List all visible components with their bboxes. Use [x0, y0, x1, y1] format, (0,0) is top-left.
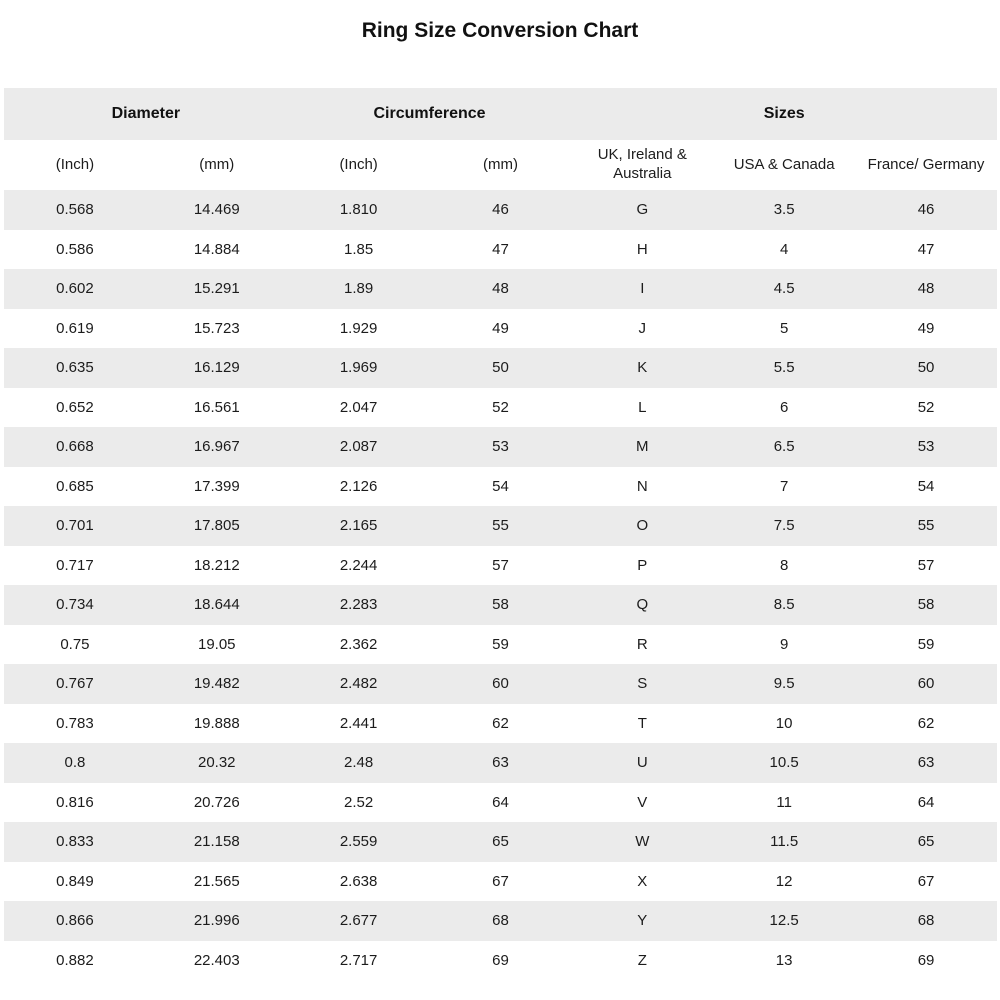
cell-circumference-inch: 1.810 — [339, 201, 378, 219]
cell-circumference-inch: 2.362 — [339, 635, 378, 653]
cell-circumference-mm: 63 — [492, 754, 509, 772]
cell-size-usa-canada: 3.5 — [773, 201, 795, 219]
cell-size-france-germany: 46 — [917, 201, 935, 219]
cell-size-uk-ireland-australia: Y — [637, 912, 648, 930]
cell-size-uk-ireland-australia: J — [638, 319, 647, 337]
cell-size-france-germany: 55 — [917, 517, 935, 535]
cell-size-france-germany: 63 — [917, 754, 935, 772]
cell-size-usa-canada: 6 — [779, 398, 789, 416]
cell-diameter-inch: 0.8 — [64, 754, 86, 772]
group-header-diameter: Diameter — [4, 88, 288, 140]
cell-size-france-germany: 49 — [917, 319, 935, 337]
cell-size-france-germany: 67 — [917, 872, 935, 890]
cell-diameter-mm: 18.212 — [193, 556, 240, 574]
column-header-diameter-inch: (Inch) — [4, 140, 146, 190]
cell-diameter-mm: 21.996 — [193, 912, 240, 930]
cell-circumference-inch: 2.441 — [339, 714, 378, 732]
cell-size-uk-ireland-australia: Q — [636, 596, 649, 614]
group-header-row — [4, 88, 997, 140]
cell-size-usa-canada: 13 — [775, 951, 793, 969]
cell-size-france-germany: 52 — [917, 398, 935, 416]
ring-size-conversion-table — [4, 88, 997, 980]
cell-diameter-mm: 19.888 — [193, 714, 240, 732]
cell-size-france-germany: 62 — [917, 714, 935, 732]
cell-circumference-inch: 2.559 — [339, 833, 378, 851]
cell-diameter-mm: 22.403 — [193, 951, 240, 969]
cell-circumference-inch: 2.165 — [339, 517, 378, 535]
table-row — [4, 309, 997, 349]
cell-diameter-inch: 0.75 — [60, 635, 90, 653]
cell-circumference-mm: 52 — [492, 398, 509, 416]
table-row — [4, 348, 997, 388]
cell-diameter-inch: 0.816 — [56, 793, 94, 811]
cell-circumference-mm: 69 — [492, 951, 509, 969]
cell-diameter-mm: 20.726 — [193, 793, 240, 811]
cell-circumference-inch: 2.087 — [339, 438, 378, 456]
column-header-size-usa-canada: USA & Canada — [713, 140, 855, 190]
cell-circumference-mm: 48 — [492, 280, 509, 298]
cell-size-france-germany: 69 — [917, 951, 935, 969]
cell-size-uk-ireland-australia: W — [635, 833, 650, 851]
cell-diameter-mm: 20.32 — [197, 754, 236, 772]
column-header-row — [4, 140, 997, 190]
table-row — [4, 743, 997, 783]
page-title: Ring Size Conversion Chart — [361, 19, 639, 42]
cell-circumference-inch: 2.244 — [339, 556, 378, 574]
cell-size-uk-ireland-australia: N — [636, 477, 648, 495]
cell-size-france-germany: 60 — [917, 675, 935, 693]
cell-circumference-inch: 1.89 — [344, 280, 374, 298]
cell-diameter-mm: 21.565 — [193, 872, 240, 890]
cell-diameter-mm: 17.399 — [193, 477, 240, 495]
table-row — [4, 704, 997, 744]
cell-circumference-mm: 65 — [492, 833, 509, 851]
cell-circumference-mm: 62 — [492, 714, 509, 732]
cell-diameter-mm: 21.158 — [193, 833, 240, 851]
cell-size-usa-canada: 5 — [779, 319, 789, 337]
cell-diameter-mm: 19.482 — [193, 675, 240, 693]
cell-circumference-mm: 54 — [492, 477, 509, 495]
cell-diameter-inch: 0.619 — [56, 319, 94, 337]
cell-diameter-mm: 19.05 — [197, 635, 236, 653]
cell-circumference-mm: 60 — [492, 675, 509, 693]
cell-size-uk-ireland-australia: I — [640, 280, 645, 298]
cell-circumference-mm: 57 — [492, 556, 509, 574]
table-row — [4, 190, 997, 230]
table-row — [4, 901, 997, 941]
cell-size-usa-canada: 8.5 — [773, 596, 795, 614]
cell-size-usa-canada: 6.5 — [773, 438, 795, 456]
cell-size-france-germany: 57 — [917, 556, 935, 574]
table-row — [4, 625, 997, 665]
cell-size-uk-ireland-australia: K — [637, 359, 648, 377]
cell-diameter-inch: 0.882 — [56, 951, 94, 969]
table-row — [4, 941, 997, 981]
cell-size-usa-canada: 4 — [779, 240, 789, 258]
cell-size-usa-canada: 9.5 — [773, 675, 795, 693]
cell-circumference-inch: 1.969 — [339, 359, 378, 377]
cell-circumference-mm: 58 — [492, 596, 509, 614]
cell-size-france-germany: 65 — [917, 833, 935, 851]
cell-size-uk-ireland-australia: X — [637, 872, 648, 890]
cell-diameter-inch: 0.783 — [56, 714, 94, 732]
cell-diameter-mm: 16.561 — [193, 398, 240, 416]
cell-size-france-germany: 48 — [917, 280, 935, 298]
cell-circumference-inch: 2.126 — [339, 477, 378, 495]
cell-size-usa-canada: 10.5 — [769, 754, 799, 772]
cell-size-uk-ireland-australia: U — [636, 754, 648, 772]
cell-diameter-inch: 0.685 — [56, 477, 94, 495]
cell-circumference-mm: 67 — [492, 872, 509, 890]
cell-circumference-inch: 2.638 — [339, 872, 378, 890]
table-row — [4, 585, 997, 625]
cell-circumference-mm: 64 — [492, 793, 509, 811]
cell-circumference-inch: 2.717 — [339, 951, 378, 969]
column-header-size-uk-ireland-australia: UK, Ireland & Australia — [571, 140, 713, 190]
cell-circumference-mm: 46 — [492, 201, 509, 219]
cell-size-uk-ireland-australia: M — [636, 438, 649, 456]
cell-size-france-germany: 58 — [917, 596, 935, 614]
cell-size-usa-canada: 11.5 — [770, 833, 799, 851]
table-row — [4, 427, 997, 467]
cell-size-usa-canada: 7 — [779, 477, 789, 495]
cell-circumference-mm: 50 — [492, 359, 509, 377]
cell-size-france-germany: 54 — [917, 477, 935, 495]
cell-circumference-inch: 2.48 — [344, 754, 374, 772]
cell-diameter-inch: 0.849 — [56, 872, 94, 890]
table-row — [4, 467, 997, 507]
table-row — [4, 546, 997, 586]
cell-size-usa-canada: 5.5 — [773, 359, 795, 377]
cell-diameter-mm: 16.967 — [193, 438, 240, 456]
cell-circumference-inch: 1.85 — [344, 240, 374, 258]
table-row — [4, 269, 997, 309]
column-header-diameter-mm: (mm) — [146, 140, 288, 190]
cell-diameter-inch: 0.602 — [56, 280, 94, 298]
cell-diameter-mm: 15.291 — [193, 280, 240, 298]
cell-size-uk-ireland-australia: V — [637, 793, 648, 811]
cell-size-usa-canada: 4.5 — [773, 280, 795, 298]
cell-size-france-germany: 47 — [917, 240, 935, 258]
table-row — [4, 822, 997, 862]
cell-circumference-inch: 2.52 — [344, 793, 374, 811]
column-header-circumference-mm: (mm) — [430, 140, 572, 190]
cell-size-france-germany: 59 — [917, 635, 935, 653]
cell-size-usa-canada: 8 — [779, 556, 789, 574]
cell-size-usa-canada: 12.5 — [769, 912, 799, 930]
cell-circumference-mm: 55 — [492, 517, 509, 535]
column-header-size-france-germany: France/ Germany — [855, 140, 997, 190]
cell-circumference-mm: 59 — [492, 635, 509, 653]
cell-circumference-mm: 49 — [492, 319, 509, 337]
cell-diameter-inch: 0.568 — [56, 201, 94, 219]
cell-size-usa-canada: 11 — [776, 793, 792, 811]
table-row — [4, 388, 997, 428]
cell-circumference-mm: 68 — [492, 912, 509, 930]
cell-diameter-inch: 0.635 — [56, 359, 94, 377]
cell-circumference-inch: 2.677 — [339, 912, 378, 930]
cell-size-uk-ireland-australia: G — [636, 201, 649, 219]
cell-diameter-inch: 0.767 — [56, 675, 94, 693]
table-row — [4, 230, 997, 270]
cell-size-uk-ireland-australia: P — [637, 556, 648, 574]
cell-size-usa-canada: 9 — [779, 635, 789, 653]
cell-size-uk-ireland-australia: H — [636, 240, 648, 258]
cell-size-uk-ireland-australia: S — [637, 675, 648, 693]
cell-diameter-mm: 17.805 — [193, 517, 240, 535]
cell-diameter-mm: 14.469 — [193, 201, 240, 219]
cell-diameter-mm: 14.884 — [193, 240, 240, 258]
group-header-sizes: Sizes — [571, 88, 997, 140]
table-row — [4, 783, 997, 823]
cell-size-usa-canada: 7.5 — [773, 517, 795, 535]
cell-diameter-mm: 18.644 — [193, 596, 240, 614]
cell-diameter-inch: 0.668 — [56, 438, 94, 456]
cell-size-uk-ireland-australia: O — [636, 517, 649, 535]
cell-circumference-mm: 47 — [492, 240, 509, 258]
column-header-circumference-inch: (Inch) — [288, 140, 430, 190]
cell-diameter-inch: 0.734 — [56, 596, 94, 614]
cell-circumference-inch: 2.047 — [339, 398, 378, 416]
cell-circumference-inch: 1.929 — [339, 319, 378, 337]
table-body — [4, 190, 997, 980]
cell-size-usa-canada: 10 — [775, 714, 793, 732]
cell-diameter-inch: 0.586 — [56, 240, 94, 258]
cell-size-france-germany: 50 — [917, 359, 935, 377]
group-header-circumference: Circumference — [288, 88, 572, 140]
cell-size-uk-ireland-australia: R — [636, 635, 648, 653]
cell-diameter-mm: 15.723 — [193, 319, 240, 337]
cell-diameter-mm: 16.129 — [193, 359, 240, 377]
cell-diameter-inch: 0.833 — [56, 833, 94, 851]
cell-size-uk-ireland-australia: Z — [637, 951, 647, 969]
table-header — [4, 88, 997, 190]
cell-diameter-inch: 0.652 — [56, 398, 94, 416]
cell-size-usa-canada: 12 — [775, 872, 793, 890]
table-row — [4, 506, 997, 546]
cell-size-uk-ireland-australia: L — [638, 398, 647, 416]
table-row — [4, 664, 997, 704]
cell-diameter-inch: 0.717 — [56, 556, 94, 574]
cell-diameter-inch: 0.866 — [56, 912, 94, 930]
cell-size-uk-ireland-australia: T — [637, 714, 647, 732]
cell-size-france-germany: 64 — [917, 793, 935, 811]
cell-circumference-mm: 53 — [492, 438, 509, 456]
table-row — [4, 862, 997, 902]
cell-diameter-inch: 0.701 — [56, 517, 94, 535]
cell-circumference-inch: 2.482 — [339, 675, 378, 693]
cell-size-france-germany: 53 — [917, 438, 935, 456]
cell-circumference-inch: 2.283 — [339, 596, 378, 614]
cell-size-france-germany: 68 — [917, 912, 935, 930]
